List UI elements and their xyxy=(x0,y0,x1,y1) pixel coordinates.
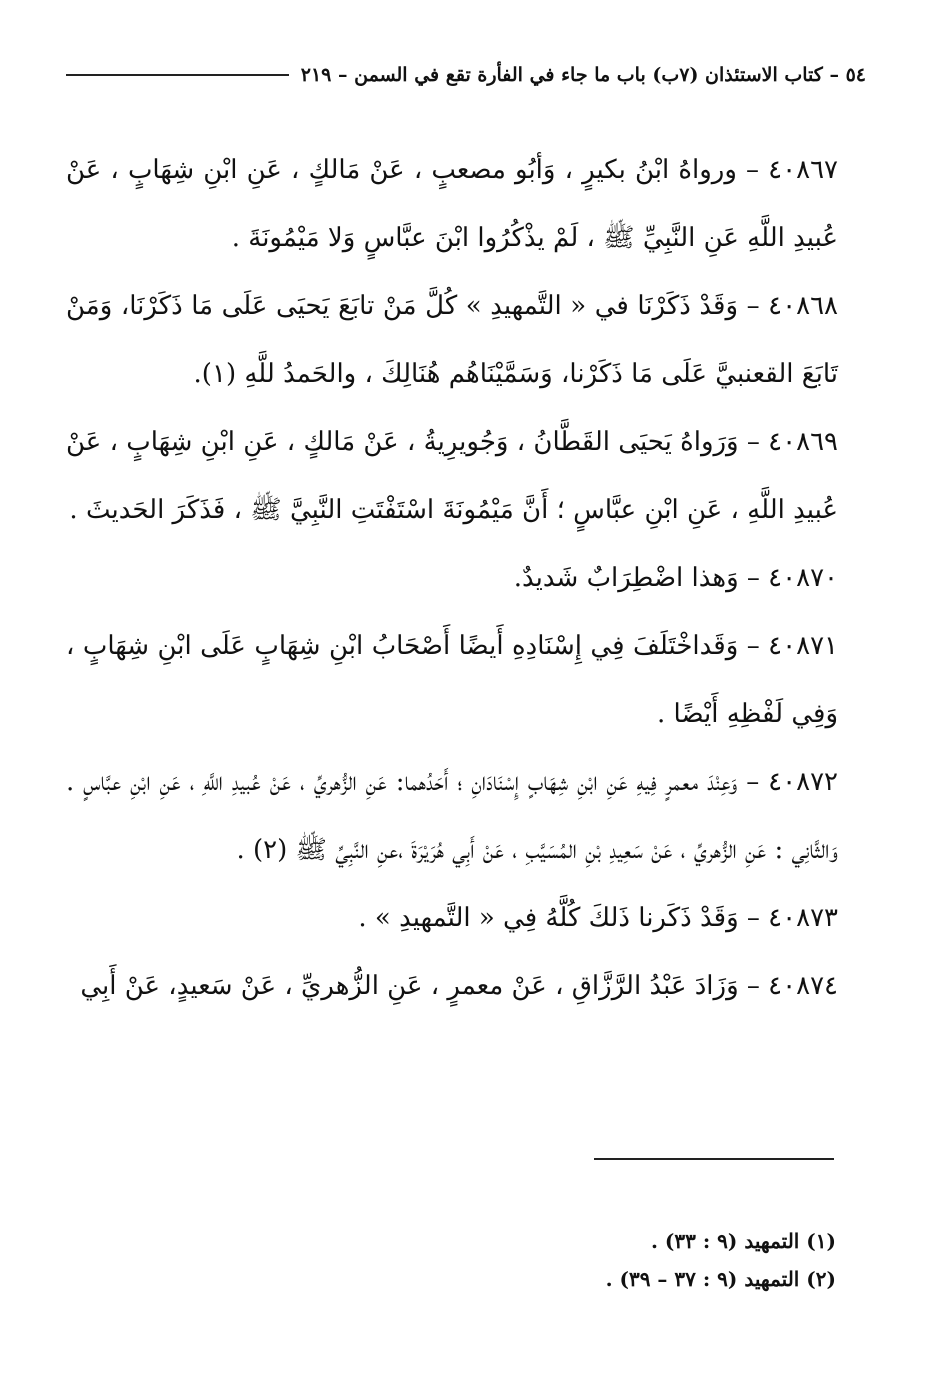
footnote-separator xyxy=(594,1158,834,1160)
paragraph-40874: ٤٠٨٧٤ – وَزَادَ عَبْدُ الرَّزَّاقِ ، عَنْ معمرٍ ، عَنِ الزُّهريِّ ، عَنْ سَعيدٍ، عَنْ أَبِي xyxy=(80,971,838,1001)
running-header xyxy=(66,57,866,93)
paragraph-40869: ٤٠٨٦٩ – وَرَواهُ يَحيَى القَطَّانُ ، وَجُويرِيةُ ، عَنْ مَالكٍ ، عَنِ ابْنِ شِهَابٍ ، عَنْ عُبيدِ اللَّهِ ، عَنِ ابْنِ عبَّاسٍ ؛ أَنَّ مَيْمُونَةَ اسْتَفْتَتِ النَّبِيَّ ﷺ ، فَذَكَرَ الحَديثَ . xyxy=(66,427,838,525)
paragraph-40870: ٤٠٨٧٠ – وَهذا اضْطِرَابٌ شَديدٌ. xyxy=(513,563,838,593)
footnote-1: (١) التمهيد (٩ : ٣٣) . xyxy=(650,1229,836,1253)
footnotes xyxy=(66,1222,836,1298)
paragraph-40872: ٤٠٨٧٢ – وَعِنْدَ معمرٍ فِيهِ عَنِ ابْنِ شِهَابٍ إِسْنَادَانِ ؛ أَحَدُهما: عَنِ الزُّهريِّ ، عَنْ عُبيدِ اللَّهِ ، عَنِ ابْنِ عبَّاسٍ . وَالثَّانِي : عَنِ الزُّهريِّ ، عَنْ سَعِيدِ بْنِ المُسَيَّبِ ، عَنْ أَبِي هُرَيْرَةَ ،عنِ النَّبِيِّ ﷺ (٢) . xyxy=(66,767,838,865)
paragraph-40868: ٤٠٨٦٨ – وَقَدْ ذَكَرْنَا في « التَّمهيدِ » كُلَّ مَنْ تابَعَ يَحيَى عَلَى مَا ذَكَرْنَا، وَمَنْ تَابَعَ القعنبيَّ عَلَى مَا ذَكَرْنا، وَسَمَّيْنَاهُم هُنَالِكَ ، والحَمدُ للَّهِ (١). xyxy=(66,291,838,389)
header-rule xyxy=(66,74,289,76)
main-text xyxy=(66,136,838,1020)
paragraph-40871: ٤٠٨٧١ – وَقَداخْتَلَفَ فِي إِسْنَادِهِ أَيضًا أَصْحَابُ ابْنِ شِهَابٍ عَلَى ابْنِ شِهَابٍ ، وَفِي لَفْظِهِ أَيْضًا . xyxy=(66,631,838,729)
header-title: ٥٤ – كتاب الاستئذان (٧ب) باب ما جاء في الفأرة تقع في السمن – ٢١٩ xyxy=(300,64,866,86)
paragraph-40867: ٤٠٨٦٧ – ورواهُ ابْنُ بكيرٍ ، وَأبُو مصعبٍ ، عَنْ مَالكٍ ، عَنِ ابْنِ شِهَابٍ ، عَنْ عُبيدِ اللَّهِ عَنِ النَّبِيِّ ﷺ ، لَمْ يذْكُرُوا ابْنَ عبَّاسٍ وَلا مَيْمُونَةَ . xyxy=(66,155,838,253)
paragraph-40873: ٤٠٨٧٣ – وَقَدْ ذَكَرنا ذَلكَ كُلَّهُ فِي « التَّمهيدِ » . xyxy=(358,903,838,933)
footnote-2: (٢) التمهيد (٩ : ٣٧ – ٣٩) . xyxy=(605,1267,836,1291)
